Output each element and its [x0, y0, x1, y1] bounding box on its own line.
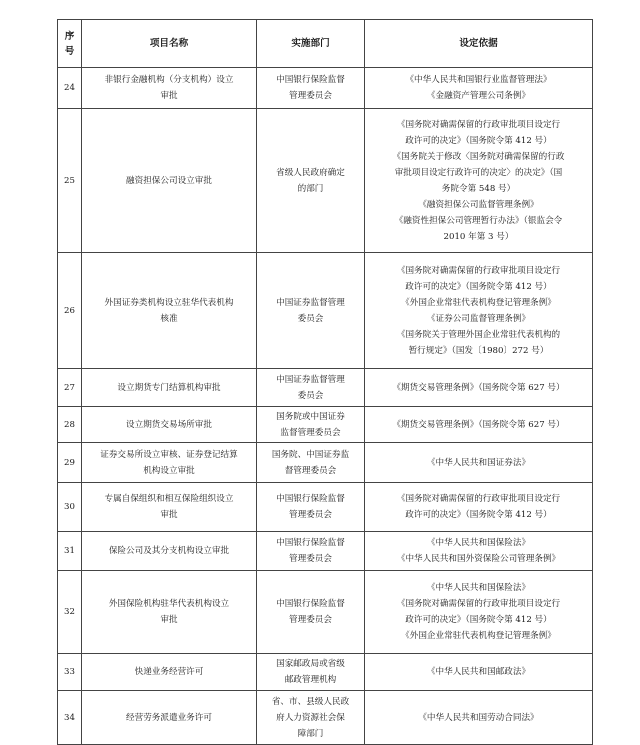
table-row [58, 532, 593, 571]
row-number: 31 [58, 532, 82, 571]
legal-basis: 《中华人民共和国劳动合同法》 [365, 691, 593, 745]
table-row [58, 483, 593, 532]
header-number: 序 号 [58, 20, 82, 68]
legal-basis: 《中华人民共和国银行业监督管理法》 《金融资产管理公司条例》 [365, 68, 593, 109]
row-number: 33 [58, 654, 82, 691]
item-name: 设立期货专门结算机构审批 [82, 369, 257, 407]
legal-basis: 《中华人民共和国证券法》 [365, 443, 593, 483]
item-name: 经营劳务派遣业务许可 [82, 691, 257, 745]
department: 中国银行保险监督 管理委员会 [257, 571, 365, 654]
item-name: 快递业务经营许可 [82, 654, 257, 691]
header-row [58, 20, 593, 68]
department: 国家邮政局或省级 邮政管理机构 [257, 654, 365, 691]
legal-basis: 《国务院对确需保留的行政审批项目设定行 政许可的决定》（国务院令第 412 号） 《国务院关于修改〈国务院对确需保留的行政 审批项目设定行政许可的决定〉的决定》（国 务院令第 548 号） 《融资担保公司监督管理条例》 《融资性担保公司管理暂行办法》（银监会令 2010 年第 3 号） [365, 109, 593, 253]
department: 中国证券监督管理 委员会 [257, 369, 365, 407]
table-row [58, 253, 593, 369]
legal-basis: 《期货交易管理条例》（国务院令第 627 号） [365, 369, 593, 407]
department: 中国银行保险监督 管理委员会 [257, 532, 365, 571]
item-name: 保险公司及其分支机构设立审批 [82, 532, 257, 571]
department: 中国银行保险监督 管理委员会 [257, 483, 365, 532]
table-row [58, 571, 593, 654]
table-row [58, 407, 593, 443]
table-row [58, 654, 593, 691]
legal-basis: 《国务院对确需保留的行政审批项目设定行 政许可的决定》（国务院令第 412 号） 《外国企业常驻代表机构登记管理条例》 《证券公司监督管理条例》 《国务院关于管理外国企业常驻代表机构的 暂行规定》（国发〔1980〕272 号） [365, 253, 593, 369]
row-number: 27 [58, 369, 82, 407]
legal-basis: 《中华人民共和国保险法》 《国务院对确需保留的行政审批项目设定行 政许可的决定》（国务院令第 412 号） 《外国企业常驻代表机构登记管理条例》 [365, 571, 593, 654]
row-number: 24 [58, 68, 82, 109]
item-name: 证券交易所设立审核、证券登记结算 机构设立审批 [82, 443, 257, 483]
header-item-name: 项目名称 [82, 20, 257, 68]
row-number: 30 [58, 483, 82, 532]
table-row [58, 109, 593, 253]
item-name: 外国证券类机构设立驻华代表机构 核准 [82, 253, 257, 369]
department: 国务院或中国证券 监督管理委员会 [257, 407, 365, 443]
table-row [58, 691, 593, 745]
row-number: 29 [58, 443, 82, 483]
item-name: 专属自保组织和相互保险组织设立 审批 [82, 483, 257, 532]
row-number: 34 [58, 691, 82, 745]
table-row [58, 68, 593, 109]
header-department: 实施部门 [257, 20, 365, 68]
row-number: 28 [58, 407, 82, 443]
row-number: 25 [58, 109, 82, 253]
header-legal-basis: 设定依据 [365, 20, 593, 68]
item-name: 融资担保公司设立审批 [82, 109, 257, 253]
department: 省级人民政府确定 的部门 [257, 109, 365, 253]
department: 中国银行保险监督 管理委员会 [257, 68, 365, 109]
legal-basis: 《中华人民共和国邮政法》 [365, 654, 593, 691]
department: 中国证券监督管理 委员会 [257, 253, 365, 369]
legal-basis: 《期货交易管理条例》（国务院令第 627 号） [365, 407, 593, 443]
approval-items-table [57, 19, 593, 745]
table-row [58, 443, 593, 483]
item-name: 外国保险机构驻华代表机构设立 审批 [82, 571, 257, 654]
legal-basis: 《中华人民共和国保险法》 《中华人民共和国外资保险公司管理条例》 [365, 532, 593, 571]
department: 省、市、县级人民政 府人力资源社会保 障部门 [257, 691, 365, 745]
item-name: 设立期货交易场所审批 [82, 407, 257, 443]
row-number: 26 [58, 253, 82, 369]
department: 国务院、中国证券监 督管理委员会 [257, 443, 365, 483]
row-number: 32 [58, 571, 82, 654]
item-name: 非银行金融机构（分支机构）设立 审批 [82, 68, 257, 109]
legal-basis: 《国务院对确需保留的行政审批项目设定行 政许可的决定》（国务院令第 412 号） [365, 483, 593, 532]
table-row [58, 369, 593, 407]
